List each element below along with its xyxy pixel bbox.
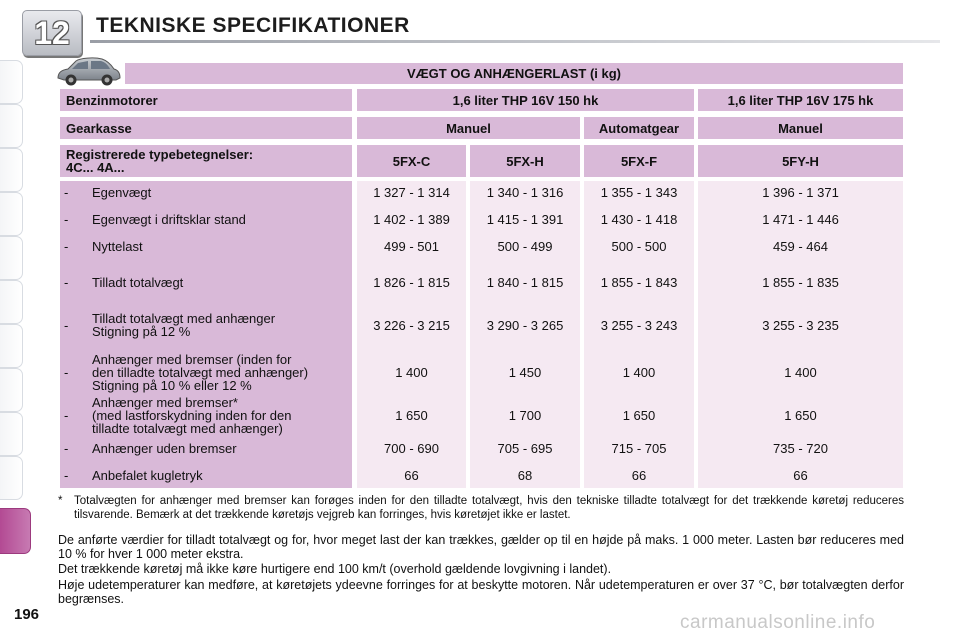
- table-row-label: [60, 237, 352, 255]
- engine-header-175hk: 1,6 liter THP 16V 175 hk: [698, 89, 903, 111]
- table-cell-value: 1 400: [784, 364, 817, 380]
- footnote-text: Totalvægten for anhænger med bremser kan forøges inden for den tilladte totalvægt, hvis den tekniske tilladte totalvægt for det trækkende køretøj reduceres tilsvarende. Bemærk at det trækkende køretøjs vejgreb kan forringes, hvis køretøjet ikke er lastet.: [74, 495, 904, 521]
- row-bullet-dash: -: [64, 317, 69, 333]
- table-cell-value: 1 650: [622, 407, 656, 423]
- table-cell-value: 705 - 695: [497, 440, 553, 456]
- table-cell-value: 1 650: [784, 407, 817, 423]
- gearbox-manual-1: Manuel: [357, 117, 580, 139]
- row-label-line: tilladte totalvægt med anhænger): [92, 420, 283, 436]
- table-cell-value: 700 - 690: [384, 440, 439, 456]
- chapter-number-badge: 12: [22, 10, 82, 56]
- table-cell-value: 1 396 - 1 371: [762, 184, 839, 200]
- table-cell-value: 3 226 - 3 215: [373, 317, 450, 333]
- table-cell-value: 1 855 - 1 843: [600, 274, 678, 290]
- table-row-label: [60, 464, 352, 486]
- table-cell-value: 1 327 - 1 314: [373, 184, 450, 200]
- type-designation-label-line2: 4C... 4A...: [66, 160, 125, 175]
- page-number: 196: [14, 606, 40, 623]
- table-cell-value: 1 402 - 1 389: [373, 211, 450, 227]
- chapter-tab[interactable]: [0, 60, 23, 104]
- row-bullet-dash: -: [64, 238, 69, 254]
- row-label-line: Anhænger med bremser*: [92, 394, 238, 410]
- table-cell-value: 1 400: [395, 364, 428, 380]
- engine-header-label: Benzinmotorer: [60, 89, 352, 111]
- row-label-text: [92, 396, 291, 435]
- page-title: TEKNISKE SPECIFIKATIONER: [96, 14, 410, 37]
- table-cell-value: 1 650: [395, 407, 428, 423]
- chapter-tab[interactable]: [0, 236, 23, 280]
- table-cell-value: 66: [793, 467, 808, 483]
- table-row-label: [60, 395, 352, 435]
- table-cell-value: 1 471 - 1 446: [762, 211, 839, 227]
- row-label-line: Anbefalet kugletryk: [92, 467, 203, 483]
- table-cell-value: 1 340 - 1 316: [486, 184, 564, 200]
- table-row-label: [60, 308, 352, 342]
- chapter-tab-active[interactable]: [0, 508, 31, 554]
- table-cell-value: 1 840 - 1 815: [486, 274, 564, 290]
- row-label-line: (med lastforskydning inden for den: [92, 407, 292, 423]
- type-5fx-h: 5FX-H: [470, 145, 580, 177]
- row-bullet-dash: -: [64, 407, 69, 423]
- table-cell-value: 68: [517, 467, 533, 483]
- gearbox-automatic: Automatgear: [584, 117, 694, 139]
- chapter-tab[interactable]: [0, 280, 23, 324]
- chapter-tab[interactable]: [0, 148, 23, 192]
- type-5fy-h: 5FY-H: [698, 145, 903, 177]
- paragraph-speed: Det trækkende køretøj må ikke køre hurtigere end 100 km/t (overhold gældende lovgivning i landet).: [58, 562, 612, 576]
- row-label-line: Nyttelast: [92, 238, 143, 254]
- table-cell-value: 1 400: [622, 364, 656, 380]
- table-cell-value: 3 290 - 3 265: [486, 317, 564, 333]
- type-5fx-f: 5FX-F: [584, 145, 694, 177]
- row-label-line: Tilladt totalvægt med anhænger: [92, 311, 276, 326]
- table-row-label: [60, 183, 352, 201]
- table-cell-value: 500 - 499: [497, 238, 553, 254]
- type-designation-label: [60, 145, 352, 177]
- row-bullet-dash: -: [64, 211, 69, 227]
- table-cell-value: 715 - 705: [611, 440, 667, 456]
- car-icon: [54, 54, 122, 88]
- table-cell-value: 1 355 - 1 343: [600, 184, 678, 200]
- table-row-label: [60, 437, 352, 459]
- row-label-line: Anhænger uden bremser: [92, 440, 237, 456]
- table-cell-value: 1 450: [508, 364, 542, 380]
- footnote: [58, 495, 904, 522]
- table-cell-value: 1 826 - 1 815: [373, 274, 450, 290]
- row-bullet-dash: -: [64, 274, 69, 290]
- table-cell-value: 66: [631, 467, 647, 483]
- chapter-tab[interactable]: [0, 192, 23, 236]
- table-row-label: [60, 210, 352, 228]
- gearbox-manual-2: Manuel: [698, 117, 903, 139]
- table-cell-value: 459 - 464: [773, 238, 828, 254]
- gearbox-header-label: Gearkasse: [60, 117, 352, 139]
- row-bullet-dash: -: [64, 467, 69, 483]
- table-row-label: [60, 350, 352, 394]
- table-cell-value: 1 415 - 1 391: [486, 211, 564, 227]
- type-designation-label-line1: Registrerede typebetegnelser:: [66, 147, 254, 162]
- row-bullet-dash: -: [64, 364, 69, 380]
- paragraph-altitude: De anførte værdier for tilladt totalvægt og for, hvor meget last der kan trækkes, gælder op til en højde på maks. 1 000 meter. Lasten bør reduceres med 10 % for hver 1 000 meter ekstra.: [58, 533, 904, 561]
- table-cell-value: 1 700: [508, 407, 542, 423]
- table-cell-value: 499 - 501: [384, 238, 439, 254]
- row-label-line: Anhænger med bremser (inden for: [92, 351, 292, 367]
- table-title: VÆGT OG ANHÆNGERLAST (i kg): [125, 63, 903, 84]
- row-label-line: Egenvægt: [92, 184, 152, 200]
- footnote-marker: *: [58, 495, 63, 507]
- chapter-tab[interactable]: [0, 104, 23, 148]
- watermark: carmanualsonline.info: [680, 612, 876, 633]
- row-label-line: den tilladte totalvægt med anhænger): [92, 364, 309, 380]
- row-label-text: [92, 469, 203, 482]
- row-label-line: Stigning på 10 % eller 12 %: [92, 377, 252, 393]
- chapter-tab[interactable]: [0, 456, 23, 500]
- table-cell-value: 3 255 - 3 243: [600, 317, 678, 333]
- chapter-tab[interactable]: [0, 412, 23, 456]
- table-cell-value: 3 255 - 3 235: [762, 317, 839, 333]
- row-label-text: [92, 353, 308, 392]
- row-bullet-dash: -: [64, 440, 69, 456]
- engine-header-150hk: 1,6 liter THP 16V 150 hk: [357, 89, 694, 111]
- row-bullet-dash: -: [64, 184, 69, 200]
- chapter-tab-strip: [0, 60, 30, 600]
- table-cell-value: 66: [404, 467, 419, 483]
- table-cell-value: 500 - 500: [611, 238, 667, 254]
- table-cell-value: 1 855 - 1 835: [762, 274, 839, 290]
- row-label-text: [92, 312, 275, 338]
- row-label-text: [92, 442, 237, 455]
- row-label-text: [92, 240, 143, 253]
- table-cell-value: 735 - 720: [773, 440, 828, 456]
- type-5fx-c: 5FX-C: [357, 145, 466, 177]
- table-row-label: [60, 267, 352, 297]
- chapter-tab[interactable]: [0, 324, 23, 368]
- row-label-text: [92, 186, 151, 199]
- chapter-tab[interactable]: [0, 368, 23, 412]
- row-label-text: [92, 276, 183, 289]
- paragraph-temperature: Høje udetemperaturer kan medføre, at køretøjets ydeevne forringes for at beskytte motoren. Når udetemperaturen er over 37 °C, bør totalvægten derfor begrænses.: [58, 578, 904, 606]
- row-label-line: Tilladt totalvægt: [92, 274, 184, 290]
- row-label-text: [92, 213, 246, 226]
- title-underline: [90, 40, 940, 43]
- table-cell-value: 1 430 - 1 418: [600, 211, 678, 227]
- row-label-line: Stigning på 12 %: [92, 324, 191, 339]
- row-label-line: Egenvægt i driftsklar stand: [92, 211, 246, 227]
